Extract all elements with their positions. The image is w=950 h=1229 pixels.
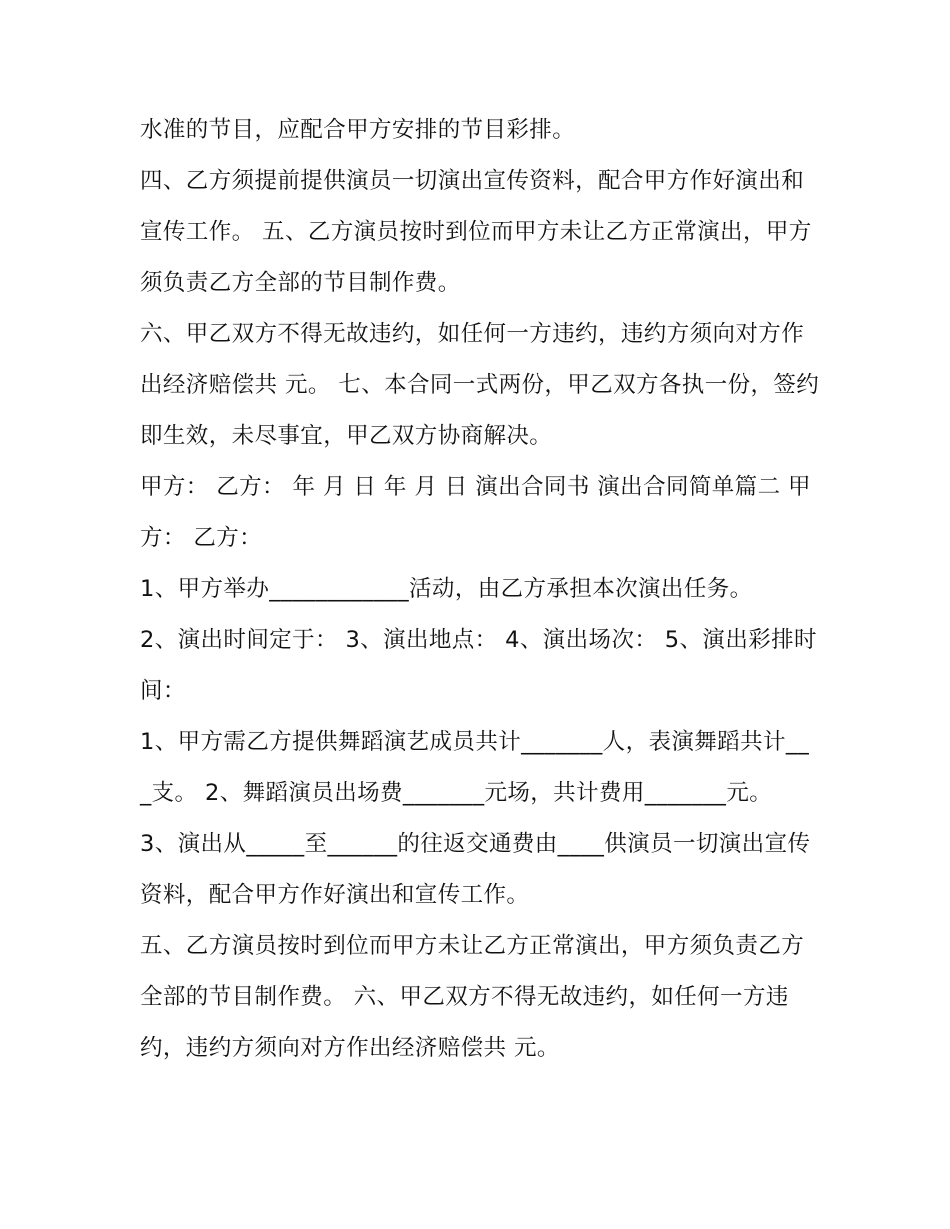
paragraph-2: 四、乙方须提前提供演员一切演出宣传资料，配合甲方作好演出和宣传工作。 五、乙方演员按时到位而甲方未让乙方正常演出，甲方须负责乙方全部的节目制作费。 bbox=[140, 168, 812, 296]
paragraph-8: 3、演出从_____至______的往返交通费由____供演员一切演出宣传资料，配合甲方作好演出和宣传工作。 bbox=[140, 831, 811, 908]
paragraph-1: 水准的节目，应配合甲方安排的节目彩排。 bbox=[140, 117, 576, 143]
paragraph-6: 2、演出时间定于： 3、演出地点： 4、演出场次： 5、演出彩排时间： bbox=[140, 627, 817, 704]
paragraph-3: 六、甲乙双方不得无故违约，如任何一方违约，违约方须向对方作出经济赔偿共 元。 七、本合同一式两份，甲乙双方各执一份，签约即生效，未尽事宜，甲乙双方协商解决。 bbox=[140, 321, 820, 449]
document-body bbox=[140, 105, 820, 1074]
paragraph-4: 甲方： 乙方： 年 月 日 年 月 日 演出合同书 演出合同简单篇二 甲方： 乙方： bbox=[140, 474, 811, 551]
paragraph-7: 1、甲方需乙方提供舞蹈演艺成员共计_______人，表演舞蹈共计___支。 2、舞蹈演员出场费_______元场，共计费用_______元。 bbox=[140, 729, 810, 806]
paragraph-5: 1、甲方举办____________活动，由乙方承担本次演出任务。 bbox=[140, 576, 753, 602]
paragraph-9: 五、乙方演员按时到位而甲方未让乙方正常演出，甲方须负责乙方全部的节目制作费。 六、甲乙双方不得无故违约，如任何一方违约，违约方须向对方作出经济赔偿共 元。 bbox=[140, 933, 805, 1061]
